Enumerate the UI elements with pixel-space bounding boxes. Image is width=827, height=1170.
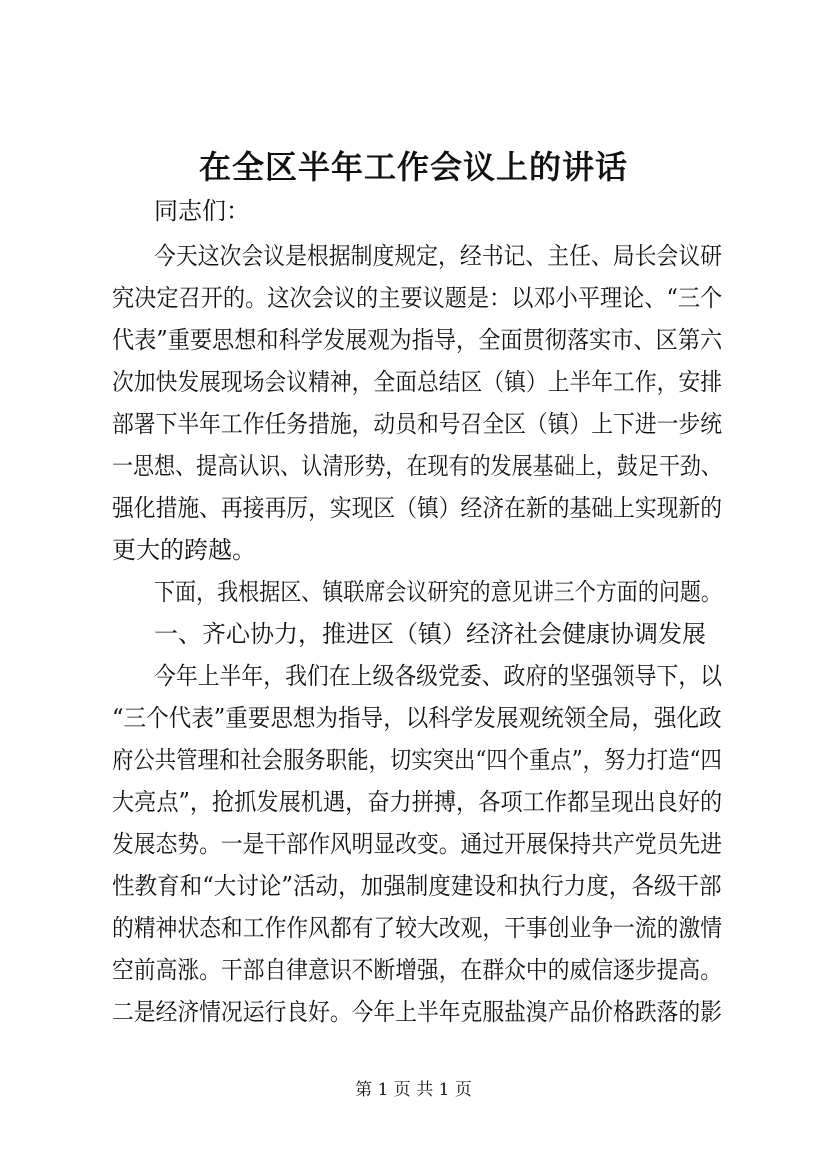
body-line: 二是经济情况运行良好。今年上半年克服盐溴产品价格跌落的影 xyxy=(112,998,722,1026)
body-line: 究决定召开的。这次会议的主要议题是：以邓小平理论、“三个 xyxy=(112,284,723,312)
body-line: 一思想、提高认识、认清形势，在现有的发展基础上，鼓足干劲、 xyxy=(112,452,722,480)
body-line: 次加快发展现场会议精神，全面总结区（镇）上半年工作，安排 xyxy=(112,368,722,396)
body-line: 今天这次会议是根据制度规定，经书记、主任、局长会议研 xyxy=(154,242,723,270)
body-line: 空前高涨。干部自律意识不断增强，在群众中的威信逐步提高。 xyxy=(112,956,722,984)
body-line: 同志们： xyxy=(154,197,250,225)
body-line: 发展态势。一是干部作风明显改变。通过开展保持共产党员先进 xyxy=(112,830,722,858)
body-line: 部署下半年工作任务措施，动员和号召全区（镇）上下进一步统 xyxy=(112,410,722,438)
body-line: 大亮点”，抢抓发展机遇，奋力拼搏，各项工作都呈现出良好的 xyxy=(112,788,723,816)
body-line: 下面，我根据区、镇联席会议研究的意见讲三个方面的问题。 xyxy=(154,578,722,606)
body-line: 代表”重要思想和科学发展观为指导，全面贯彻落实市、区第六 xyxy=(112,326,723,354)
body-line: 今年上半年，我们在上级各级党委、政府的坚强领导下，以 xyxy=(154,662,723,690)
body-line: “三个代表”重要思想为指导，以科学发展观统领全局，强化政 xyxy=(112,704,722,732)
body-line: 府公共管理和社会服务职能，切实突出“四个重点”，努力打造“四 xyxy=(112,746,722,774)
document-title: 在全区半年工作会议上的讲话 xyxy=(198,148,628,186)
body-line: 性教育和“大讨论”活动，加强制度建设和执行力度，各级干部 xyxy=(112,872,722,900)
section-heading: 一、齐心协力，推进区（镇）经济社会健康协调发展 xyxy=(154,620,706,648)
body-line: 更大的跨越。 xyxy=(112,536,256,564)
body-line: 的精神状态和工作作风都有了较大改观，干事创业争一流的激情 xyxy=(112,914,722,942)
page-number: 第 1 页 共 1 页 xyxy=(355,1080,472,1100)
body-line: 强化措施、再接再厉，实现区（镇）经济在新的基础上实现新的 xyxy=(112,494,722,522)
